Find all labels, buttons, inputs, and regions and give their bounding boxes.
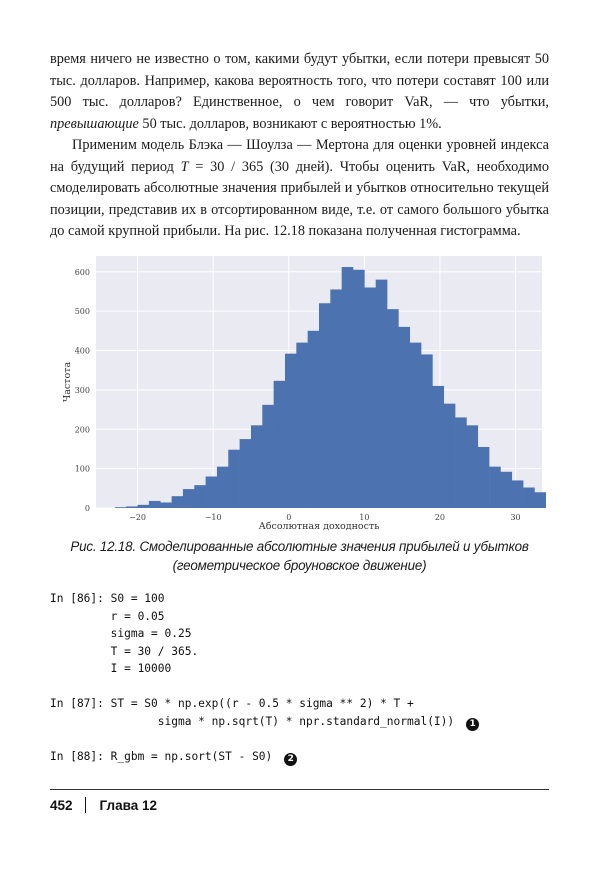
histogram-bar (160, 502, 172, 508)
histogram-bar (274, 381, 286, 508)
paragraph-bsm-model (50, 135, 549, 243)
code-line (50, 608, 479, 626)
code-text: T = 30 / 365. (110, 644, 199, 658)
code-text: r = 0.05 (110, 609, 165, 623)
code-text: R_gbm = np.sort(ST - S0) (110, 750, 273, 763)
code-line (50, 590, 479, 608)
code-text: sigma * np.sqrt(T) * npr.standard_normal(I)) (110, 714, 455, 728)
histogram-bar (376, 280, 388, 508)
text-run: = 30 / 365 (30 дней). Чтобы оценить VaR, необходимо смоделировать абсолютные значения прибылей и убытков относительно текущей позиции, представив их в отсортированном виде, т.е. от самого большого убытка до самой крупной прибыли. На рис. 12.18 показана полученная гистограмма. (50, 158, 549, 239)
footer-rule (50, 789, 549, 790)
y-tick-label: 200 (74, 425, 90, 435)
histogram-bar (138, 505, 150, 508)
histogram-figure (56, 250, 546, 535)
text-run: 50 тыс. долларов, возникают с вероятностью 1%. (138, 115, 442, 132)
histogram-bar (353, 270, 365, 508)
figure-caption (50, 538, 549, 575)
code-prompt: In [86]: (50, 592, 111, 605)
histogram-bar (342, 267, 354, 508)
histogram-bar (149, 501, 161, 508)
emphasis-text: превышающие (50, 115, 139, 132)
code-line (50, 713, 479, 731)
code-prompt: In [87]: (50, 697, 111, 710)
histogram-bar (398, 327, 410, 508)
caption-line-2: (геометрическое броуновское движение) (172, 557, 427, 573)
histogram-bar (285, 354, 297, 508)
y-tick-label: 400 (74, 346, 90, 356)
code-indent (50, 627, 111, 640)
code-text: sigma = 0.25 (110, 627, 192, 640)
histogram-bar (478, 447, 490, 508)
histogram-bar (330, 289, 342, 508)
code-text: S0 = 100 (110, 592, 165, 605)
page-footer (50, 797, 157, 813)
y-tick-label: 100 (74, 464, 90, 474)
histogram-bar (172, 496, 184, 508)
x-tick-label: 20 (434, 513, 446, 522)
text-run: Применим модель Блэка — Шоулза — Мертона для оценки уровней индекса на будущий период (50, 137, 549, 175)
code-indent (50, 610, 111, 623)
text-run: время ничего не известно о том, какими будут убытки, если потери превысят 50 тыс. долларов. Например, какова вероятность того, что потери составят 100 или 500 тыс. долларов? Единственное, о чем говорит VaR, — что убытки, (50, 51, 549, 110)
x-tick-label: −10 (204, 513, 222, 522)
x-tick-label: 10 (359, 513, 370, 522)
code-line (50, 660, 479, 678)
code-block (50, 590, 479, 766)
histogram-bar (364, 288, 376, 509)
footer-separator (85, 797, 86, 813)
page-number: 452 (50, 798, 73, 813)
code-line (50, 748, 479, 766)
histogram-bar (262, 405, 274, 508)
x-axis-label: Абсолютная доходность (258, 521, 380, 532)
histogram-bar (240, 439, 252, 508)
histogram-bar (217, 467, 229, 508)
histogram-bar (455, 417, 467, 508)
code-spacer (50, 731, 479, 749)
histogram-bar (489, 467, 501, 508)
code-line (50, 643, 479, 661)
histogram-bar (500, 472, 512, 508)
histogram-bar (534, 492, 546, 508)
histogram-bar (126, 506, 138, 508)
code-line (50, 625, 479, 643)
x-tick-label: −20 (129, 513, 147, 522)
histogram-bar (206, 477, 218, 509)
histogram-bar (444, 404, 456, 508)
histogram-bar (308, 331, 320, 508)
histogram-bar (410, 343, 422, 508)
histogram-bar (115, 507, 127, 508)
x-tick-label: 30 (510, 513, 521, 522)
histogram-bar (194, 485, 206, 508)
caption-line-1: Рис. 12.18. Смоделированные абсолютные значения прибылей и убытков (70, 539, 529, 554)
code-annotation-icon: 1 (466, 718, 479, 731)
code-prompt: In [88]: (50, 750, 111, 763)
histogram-bar (183, 489, 195, 508)
histogram-bar (432, 386, 444, 508)
paragraph-var-intro (50, 49, 549, 135)
histogram-bar (523, 488, 535, 508)
histogram-bar (512, 480, 524, 508)
emphasis-text: T (180, 158, 189, 175)
histogram-bar (296, 343, 308, 508)
code-indent (50, 715, 111, 728)
y-axis-label: Частота (62, 361, 73, 403)
code-spacer (50, 678, 479, 696)
y-tick-label: 0 (84, 504, 90, 513)
y-tick-label: 600 (74, 267, 90, 277)
chapter-label: Глава 12 (99, 798, 157, 813)
histogram-bar (387, 309, 399, 508)
y-tick-label: 300 (74, 385, 90, 395)
histogram-bar (421, 354, 433, 508)
code-annotation-icon: 2 (284, 753, 297, 766)
code-indent (50, 662, 111, 675)
code-indent (50, 645, 111, 658)
code-text: I = 10000 (110, 662, 172, 675)
histogram-chart (56, 250, 546, 535)
x-tick-label: 0 (286, 513, 292, 522)
code-text: ST = S0 * np.exp((r - 0.5 * sigma ** 2) * T + (110, 697, 414, 710)
histogram-bar (228, 450, 240, 508)
histogram-bar (466, 425, 478, 508)
code-line (50, 695, 479, 713)
y-tick-label: 500 (74, 307, 90, 317)
histogram-bar (251, 425, 263, 508)
histogram-bar (319, 303, 331, 508)
